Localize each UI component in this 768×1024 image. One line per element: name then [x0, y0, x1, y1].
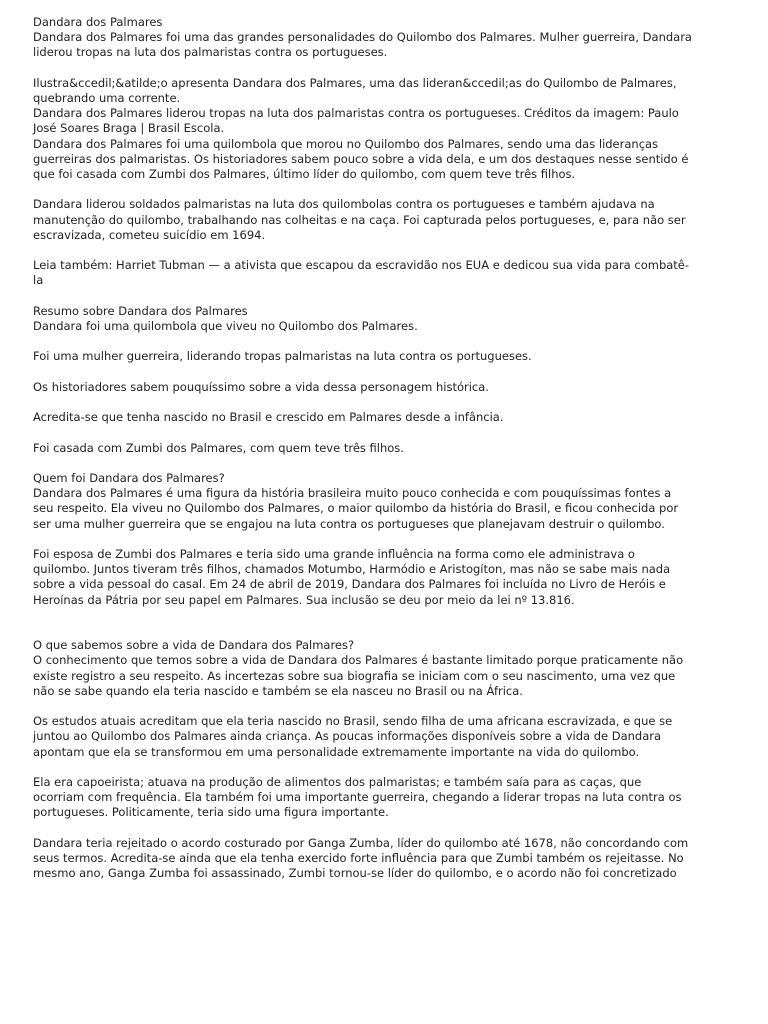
image-alt-text: Ilustra&ccedil;&atilde;o apresenta Dandara dos Palmares, uma das lideran&ccedil;as do Quilombo de Palmares, quebrando uma corrente.: [33, 75, 677, 105]
section-heading: O que sabemos sobre a vida de Dandara dos Palmares?: [33, 638, 355, 653]
read-also-link[interactable]: Leia também: Harriet Tubman — a ativista que escapou da escravidão nos EUA e dedicou sua vida para combatê-la: [33, 258, 690, 288]
body-paragraph: Dandara liderou soldados palmaristas na luta dos quilombolas contra os portugueses e também ajudava na manutenção do quilombo, trabalhando nas colheitas e na caça. Foi capturada pelos portugueses, e, para não ser escravizada, cometeu suicídio em 1694.: [33, 197, 686, 242]
body-paragraph: Dandara dos Palmares é uma figura da história brasileira muito pouco conhecida e com pouquíssimas fontes a seu respeito. Ela viveu no Quilombo dos Palmares, o maior quilombo da história do Brasil, e ficou conhecida por ser uma mulher guerreira que se engajou na luta contra os portugueses que planejavam destruir o quilombo.: [33, 486, 679, 531]
body-paragraph: Dandara dos Palmares foi uma quilombola que morou no Quilombo dos Palmares, sendo uma das lideranças guerreiras dos palmaristas. Os historiadores sabem pouco sobre a vida dela, e um dos destaques nesse sentido é que foi casada com Zumbi dos Palmares, último líder do quilombo, com quem teve três filhos.: [33, 136, 689, 182]
summary-item: Os historiadores sabem pouquíssimo sobre a vida dessa personagem histórica.: [33, 379, 489, 394]
image-caption: Dandara dos Palmares liderou tropas na luta dos palmaristas contra os portugueses. Créditos da imagem: Paulo José Soares Braga | Brasil Escola.: [33, 106, 679, 136]
section-heading: Quem foi Dandara dos Palmares?: [33, 470, 225, 485]
body-paragraph: Foi esposa de Zumbi dos Palmares e teria sido uma grande influência na forma como ele administrava o quilombo. Juntos tiveram três filhos, chamados Motumbo, Harmódio e Aristogíton, mas não se sabe mais nada sobre a vida pessoal do casal. Em 24 de abril de 2019, Dandara dos Palmares foi incluída no Livro de Heróis e Heroínas da Pátria por seu papel em Palmares. Sua inclusão se deu por meio da lei nº 13.816.: [33, 546, 671, 607]
summary-item: Foi casada com Zumbi dos Palmares, com quem teve três filhos.: [33, 440, 404, 455]
body-paragraph: Dandara teria rejeitado o acordo costurado por Ganga Zumba, líder do quilombo até 1678, não concordando com seus termos. Acredita-se ainda que ela tenha exercido forte influência para que Zumbi também os rejeitasse. No mesmo ano, Ganga Zumba foi assassinado, Zumbi tornou-se líder do quilombo, e o acordo não foi concretizado: [33, 835, 689, 881]
summary-item: Foi uma mulher guerreira, liderando tropas palmaristas na luta contra os portugueses.: [33, 349, 532, 364]
summary-heading: Resumo sobre Dandara dos Palmares: [33, 303, 248, 318]
article-text: [33, 15, 693, 881]
intro-paragraph: Dandara dos Palmares foi uma das grandes personalidades do Quilombo dos Palmares. Mulher guerreira, Dandara liderou tropas na luta dos palmaristas contra os portugueses.: [33, 30, 692, 60]
body-paragraph: Ela era capoeirista; atuava na produção de alimentos dos palmaristas; e também saía para as caças, que ocorriam com frequência. Ela também foi uma importante guerreira, chegando a liderar tropas na luta contra os portugueses. Politicamente, teria sido uma figura importante.: [33, 774, 682, 820]
summary-item: Dandara foi uma quilombola que viveu no Quilombo dos Palmares.: [33, 319, 418, 333]
body-paragraph: O conhecimento que temos sobre a vida de Dandara dos Palmares é bastante limitado porque praticamente não existe registro a seu respeito. As incertezas sobre sua biografia se iniciam com o seu nascimento, uma vez que não se sabe quando ela teria nascido e também se ela nasceu no Brasil ou na África.: [33, 653, 684, 698]
article-title: Dandara dos Palmares: [33, 15, 163, 29]
summary-item: Acredita-se que tenha nascido no Brasil e crescido em Palmares desde a infância.: [33, 410, 504, 425]
body-paragraph: Os estudos atuais acreditam que ela teria nascido no Brasil, sendo filha de uma africana escravizada, e que se juntou ao Quilombo dos Palmares ainda criança. As poucas informações disponíveis sobre a vida de Dandara apontam que ela se transformou em uma personalidade extremamente importante na vida do quilombo.: [33, 714, 673, 759]
